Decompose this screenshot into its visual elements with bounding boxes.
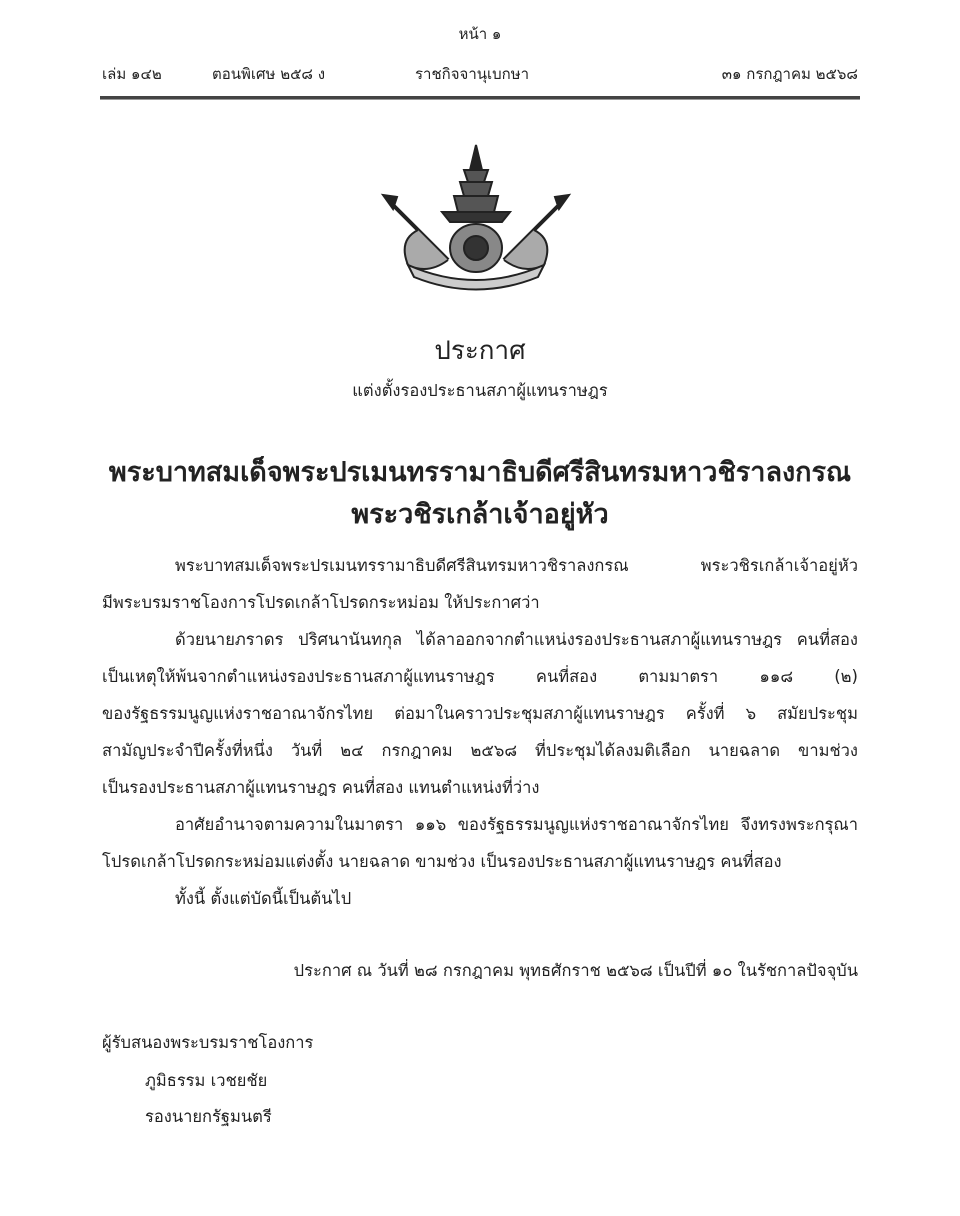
- body-line: เป็นเหตุให้พ้นจากตำแหน่งรองประธานสภาผู้แทนราษฎร คนที่สอง ตามมาตรา ๑๑๘ (๒): [102, 667, 858, 686]
- king-title-line-2: พระวชิรเกล้าเจ้าอยู่หัว: [351, 499, 609, 530]
- publication-date: ๓๑ กรกฎาคม ๒๕๖๘: [721, 65, 858, 83]
- countersign-name: ภูมิธรรม เวชยชัย: [145, 1071, 268, 1090]
- body-line: พระบาทสมเด็จพระปรเมนทรรามาธิบดีศรีสินทรมหาวชิราลงกรณ พระวชิรเกล้าเจ้าอยู่หัว: [175, 556, 858, 575]
- countersign-label: ผู้รับสนองพระบรมราชโองการ: [102, 1033, 314, 1052]
- proclamation-date: ประกาศ ณ วันที่ ๒๘ กรกฎาคม พุทธศักราช ๒๕๖๘ เป็นปีที่ ๑๐ ในรัชกาลปัจจุบัน: [293, 961, 858, 980]
- body-line: สามัญประจำปีครั้งที่หนึ่ง วันที่ ๒๔ กรกฎาคม ๒๕๖๘ ที่ประชุมได้ลงมติเลือก นายฉลาด ขามช่วง: [102, 741, 858, 760]
- royal-emblem-icon: [378, 140, 574, 295]
- page-number: หน้า ๑: [458, 25, 502, 43]
- header-divider: [100, 96, 860, 100]
- body-line: มีพระบรมราชโองการโปรดเกล้าโปรดกระหม่อม ให้ประกาศว่า: [102, 593, 540, 612]
- body-line: ด้วยนายภราดร ปริศนานันทกุล ได้ลาออกจากตำแหน่งรองประธานสภาผู้แทนราษฎร คนที่สอง: [175, 630, 858, 649]
- body-line: โปรดเกล้าโปรดกระหม่อมแต่งตั้ง นายฉลาด ขามช่วง เป็นรองประธานสภาผู้แทนราษฎร คนที่สอง: [102, 852, 782, 871]
- countersign-position: รองนายกรัฐมนตรี: [145, 1107, 272, 1126]
- body-line: เป็นรองประธานสภาผู้แทนราษฎร คนที่สอง แทนตำแหน่งที่ว่าง: [102, 778, 540, 797]
- king-title-line-1: พระบาทสมเด็จพระปรเมนทรรามาธิบดีศรีสินทรมหาวชิราลงกรณ: [108, 457, 852, 488]
- body-line: ทั้งนี้ ตั้งแต่บัดนี้เป็นต้นไป: [175, 889, 352, 908]
- body-line: อาศัยอำนาจตามความในมาตรา ๑๑๖ ของรัฐธรรมนูญแห่งราชอาณาจักรไทย จึงทรงพระกรุณา: [175, 815, 858, 834]
- publication-name: ราชกิจจานุเบกษา: [415, 65, 530, 83]
- volume-number: เล่ม ๑๔๒: [102, 65, 162, 83]
- section-number: ตอนพิเศษ ๒๕๘ ง: [212, 65, 326, 83]
- announcement-subtitle: แต่งตั้งรองประธานสภาผู้แทนราษฎร: [352, 381, 608, 400]
- announcement-title: ประกาศ: [434, 336, 526, 366]
- body-line: ของรัฐธรรมนูญแห่งราชอาณาจักรไทย ต่อมาในคราวประชุมสภาผู้แทนราษฎร ครั้งที่ ๖ สมัยประชุม: [102, 704, 858, 723]
